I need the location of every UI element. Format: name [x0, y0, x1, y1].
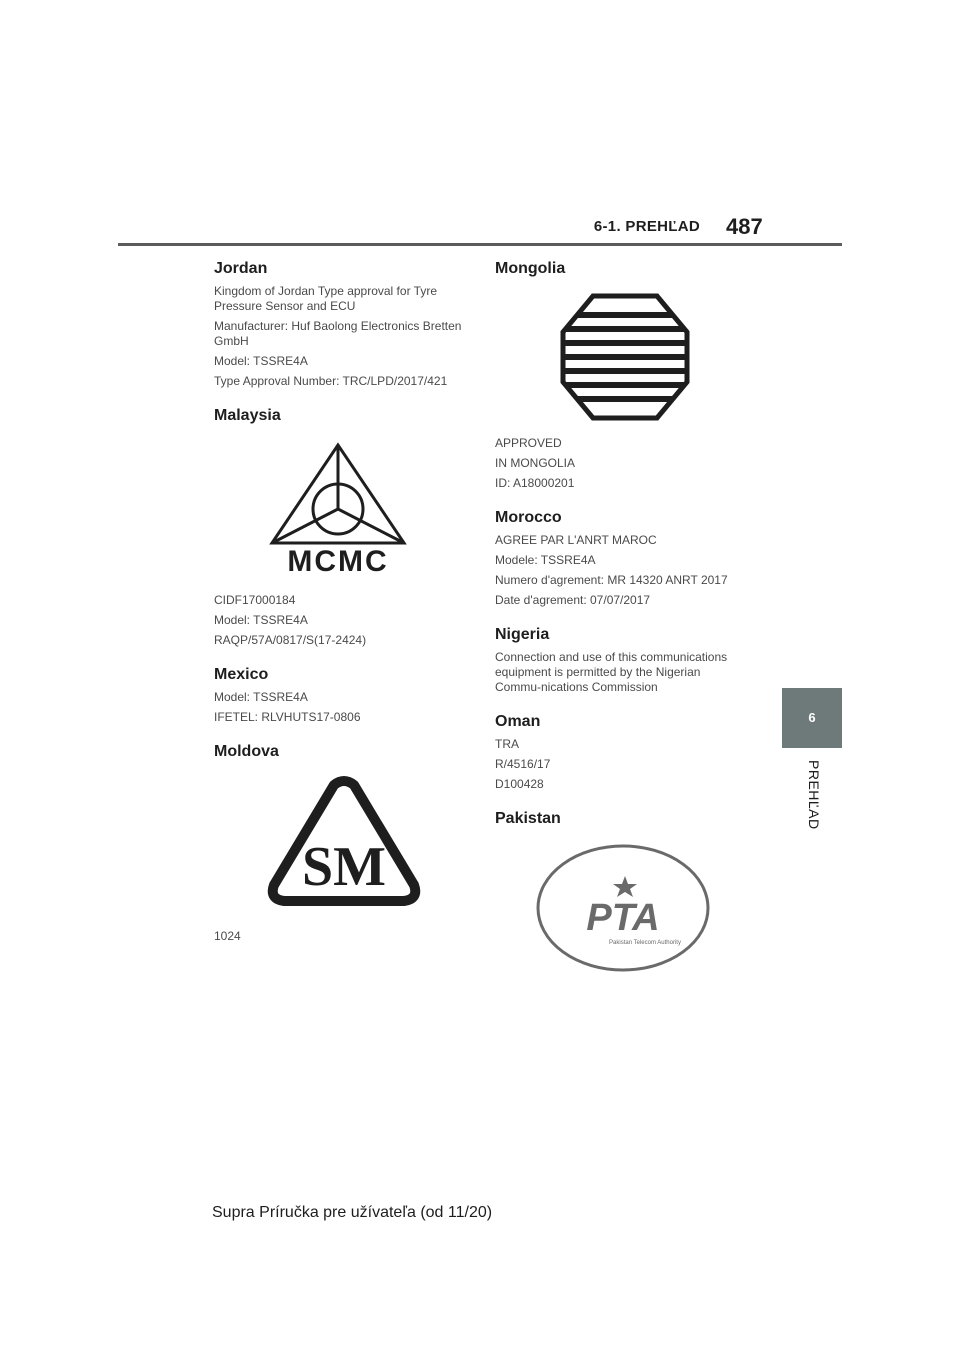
- section-title: Mexico: [214, 666, 269, 683]
- section-line: APPROVED: [495, 436, 562, 450]
- chapter-tab[interactable]: 6: [782, 688, 842, 748]
- section-line: Model: TSSRE4A: [214, 690, 308, 704]
- section-line: IN MONGOLIA: [495, 456, 576, 470]
- header-section-title: 6-1. PREHĽAD: [593, 218, 700, 235]
- section-jordan: [214, 260, 464, 389]
- section-mexico: [214, 666, 464, 725]
- section-title: Jordan: [214, 260, 268, 277]
- mcmc-logo-icon: [264, 439, 424, 579]
- mcmc-logo-text: MCMC: [287, 545, 389, 578]
- section-morocco: [495, 509, 745, 608]
- section-line: RAQP/57A/0817/S(17-2424): [214, 633, 367, 647]
- section-line: Modele: TSSRE4A: [495, 553, 596, 567]
- right-column: [495, 260, 745, 992]
- section-line: Kingdom of Jordan Type approval for Tyre Pressure Sensor and ECU: [214, 284, 438, 313]
- section-line: TRA: [495, 737, 519, 751]
- section-nigeria: [495, 626, 745, 695]
- section-line: D100428: [495, 777, 544, 791]
- section-line: AGREE PAR L'ANRT MAROC: [495, 533, 657, 547]
- section-line: Model: TSSRE4A: [214, 354, 308, 368]
- pta-logo-icon: [533, 842, 713, 974]
- section-mongolia: [495, 260, 745, 491]
- footer-text: Supra Príručka pre užívateľa (od 11/20): [212, 1204, 493, 1221]
- section-moldova: [214, 743, 464, 944]
- section-title: Malaysia: [214, 407, 281, 424]
- section-title: Morocco: [495, 509, 562, 526]
- section-line: Connection and use of this communications equipment is permitted by the Nigerian Commu-nications Commission: [495, 650, 728, 694]
- section-line: Type Approval Number: TRC/LPD/2017/421: [214, 374, 448, 388]
- section-title: Mongolia: [495, 260, 566, 277]
- pta-logo-subtext: Pakistan Telecom Authority: [609, 940, 681, 946]
- section-malaysia: [214, 407, 464, 648]
- chapter-label: PREHĽAD: [806, 760, 822, 830]
- section-line: Numero d'agrement: MR 14320 ANRT 2017: [495, 573, 728, 587]
- section-title: Moldova: [214, 743, 279, 760]
- section-line: CIDF17000184: [214, 593, 296, 607]
- section-line: Date d'agrement: 07/07/2017: [495, 593, 651, 607]
- mongolia-logo-icon: [555, 292, 695, 422]
- section-pakistan: [495, 810, 745, 974]
- section-line: Model: TSSRE4A: [214, 613, 308, 627]
- section-title: Pakistan: [495, 810, 561, 827]
- section-title: Nigeria: [495, 626, 550, 643]
- section-line: Manufacturer: Huf Baolong Electronics Bretten GmbH: [214, 319, 462, 348]
- section-line: IFETEL: RLVHUTS17-0806: [214, 710, 361, 724]
- section-title: Oman: [495, 713, 541, 730]
- left-column: [214, 260, 464, 962]
- section-oman: [495, 713, 745, 792]
- page-number: 487: [726, 214, 763, 239]
- sm-logo-icon: [264, 775, 424, 915]
- header-rule: [118, 243, 842, 246]
- pta-logo-text: PTA: [586, 897, 660, 939]
- section-line: ID: A18000201: [495, 476, 575, 490]
- section-line: 1024: [214, 929, 241, 943]
- sm-logo-text: SM: [302, 836, 386, 898]
- section-line: R/4516/17: [495, 757, 551, 771]
